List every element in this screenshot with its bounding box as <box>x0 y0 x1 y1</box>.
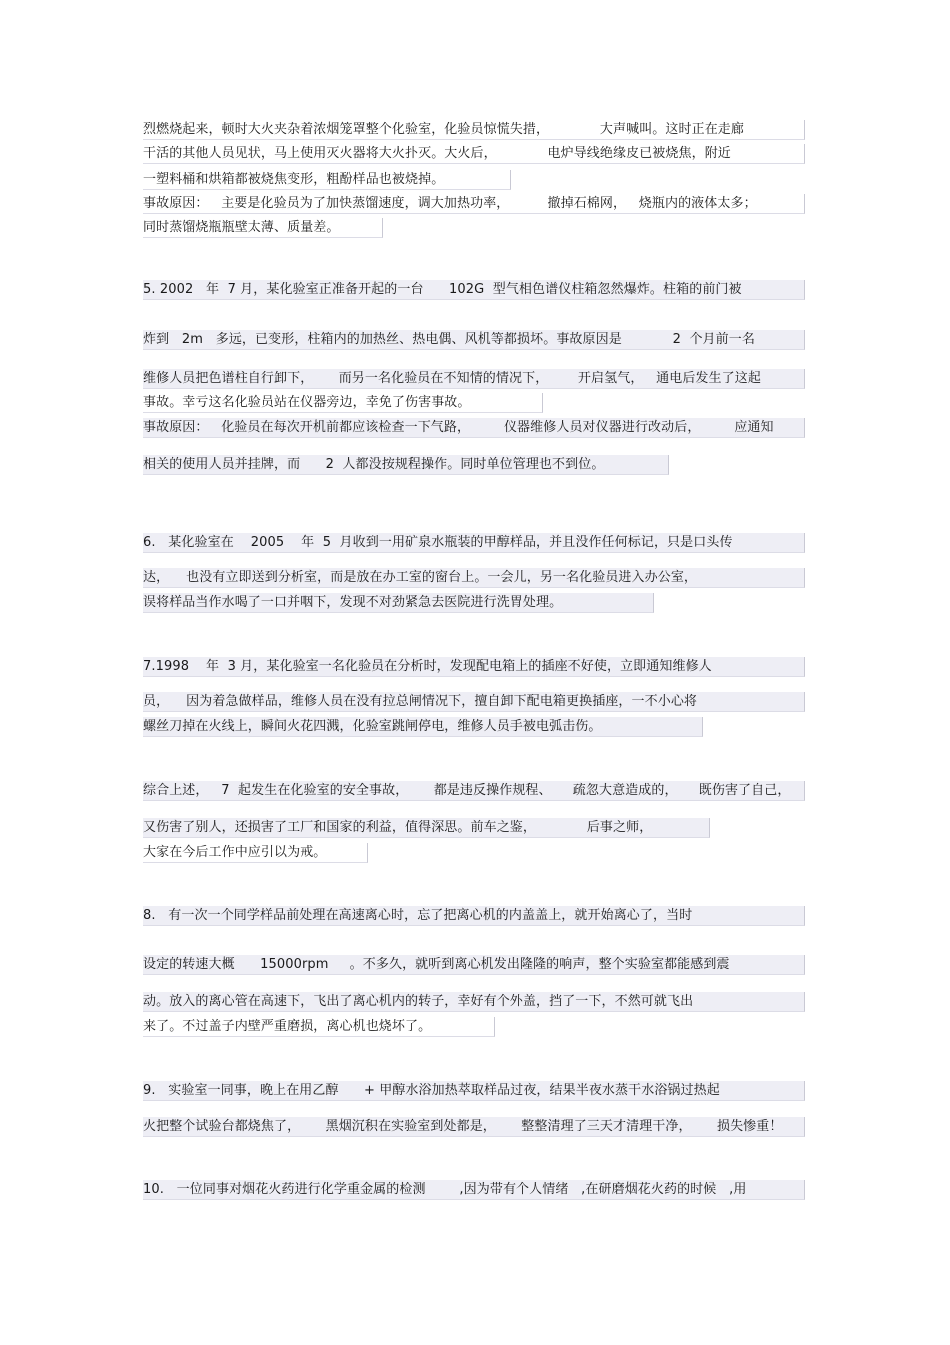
text-line <box>143 692 805 712</box>
text-line <box>143 843 368 863</box>
text-line <box>143 369 805 389</box>
line-text: 事故原因： 化验员在每次开机前都应该检查一下气路， 仪器维修人员对仪器进行改动后， 应通知 <box>143 420 774 435</box>
line-text: 动。放入的离心管在高速下，飞出了离心机内的转子，幸好有个外盖，挡了一下，不然可就飞出 <box>143 994 694 1009</box>
text-line <box>143 144 805 164</box>
text-line <box>143 418 805 438</box>
line-text: 螺丝刀掉在火线上，瞬间火花四溅，化验室跳闸停电，维修人员手被电弧击伤。 <box>143 719 602 734</box>
line-text: 一塑料桶和烘箱都被烧焦变形，粗酚样品也被烧掉。 <box>143 172 445 187</box>
line-text: 5. 2002 年 7 月，某化验室正准备开起的一台 102G 型气相色谱仪柱箱忽然爆炸。柱箱的前门被 <box>143 282 742 297</box>
text-line <box>143 1017 495 1037</box>
line-text: 事故。幸亏这名化验员站在仪器旁边，幸免了伤害事故。 <box>143 395 471 410</box>
text-line <box>143 657 805 677</box>
line-text: 员， 因为着急做样品，维修人员在没有拉总闸情况下，擅自卸下配电箱更换插座，一不小心将 <box>143 694 698 709</box>
line-text: 7.1998 年 3 月，某化验室一名化验员在分析时，发现配电箱上的插座不好使，立即通知维修人 <box>143 659 712 674</box>
line-text: 10. 一位同事对烟花火药进行化学重金属的检测 ,因为带有个人情绪 ,在研磨烟花火药的时候 ,用 <box>143 1182 747 1197</box>
text-line <box>143 455 669 475</box>
line-text: 9. 实验室一同事，晚上在用乙醇 + 甲醇水浴加热萃取样品过夜，结果半夜水蒸干水浴锅过热起 <box>143 1083 720 1098</box>
text-line <box>143 533 805 553</box>
line-text: 维修人员把色谱柱自行卸下， 而另一名化验员在不知情的情况下， 开启氢气， 通电后发生了这起 <box>143 371 761 386</box>
line-text: 8. 有一次一个同学样品前处理在高速离心时，忘了把离心机的内盖盖上，就开始离心了，当时 <box>143 908 693 923</box>
text-line <box>143 194 805 214</box>
line-text: 综合上述， 7 起发生在化验室的安全事故， 都是违反操作规程、 疏忽大意造成的， 既伤害了自己， <box>143 783 791 798</box>
line-text: 又伤害了别人，还损害了工厂和国家的利益，值得深思。前车之鉴， 后事之师， <box>143 820 653 835</box>
text-line <box>143 818 710 838</box>
line-text: 同时蒸馏烧瓶瓶壁太薄、质量差。 <box>143 220 340 235</box>
text-line <box>143 393 543 413</box>
line-text: 大家在今后工作中应引以为戒。 <box>143 845 327 860</box>
line-text: 事故原因： 主要是化验员为了加快蒸馏速度，调大加热功率， 撤掉石棉网， 烧瓶内的液体太多； <box>143 196 757 211</box>
line-text: 干活的其他人员见状，马上使用灭火器将大火扑灭。大火后， 电炉导线绝缘皮已被烧焦，附近 <box>143 146 731 161</box>
line-text: 火把整个试验台都烧焦了， 黑烟沉积在实验室到处都是， 整整清理了三天才清理干净， 损失惨重！ <box>143 1119 783 1134</box>
text-line <box>143 1180 805 1200</box>
text-line <box>143 120 805 140</box>
text-line <box>143 955 805 975</box>
text-line <box>143 717 703 737</box>
line-text: 误将样品当作水喝了一口并咽下，发现不对劲紧急去医院进行洗胃处理。 <box>143 595 563 610</box>
line-text: 炸到 2m 多远，已变形，柱箱内的加热丝、热电偶、风机等都损坏。事故原因是 2 个月前一名 <box>143 332 755 347</box>
text-line <box>143 1117 805 1137</box>
text-line <box>143 280 805 300</box>
text-line <box>143 593 654 613</box>
text-line <box>143 330 805 350</box>
text-line <box>143 568 805 588</box>
text-line <box>143 170 511 190</box>
text-line <box>143 992 805 1012</box>
line-text: 达， 也没有立即送到分析室，而是放在办工室的窗台上。一会儿，另一名化验员进入办公室， <box>143 570 698 585</box>
line-text: 来了。不过盖子内壁严重磨损，离心机也烧坏了。 <box>143 1019 432 1034</box>
line-text: 6. 某化验室在 2005 年 5 月收到一用矿泉水瓶装的甲醇样品，并且没作任何标记，只是口头传 <box>143 535 733 550</box>
text-line <box>143 781 805 801</box>
text-line <box>143 906 805 926</box>
line-text: 设定的转速大概 15000rpm 。不多久，就听到离心机发出隆隆的响声，整个实验室都能感到震 <box>143 957 730 972</box>
text-line <box>143 1081 805 1101</box>
line-text: 相关的使用人员并挂牌，而 2 人都没按规程操作。同时单位管理也不到位。 <box>143 457 605 472</box>
text-line <box>143 218 383 238</box>
line-text: 烈燃烧起来，顿时大火夹杂着浓烟笼罩整个化验室，化验员惊慌失措， 大声喊叫。这时正在走廊 <box>143 122 744 137</box>
